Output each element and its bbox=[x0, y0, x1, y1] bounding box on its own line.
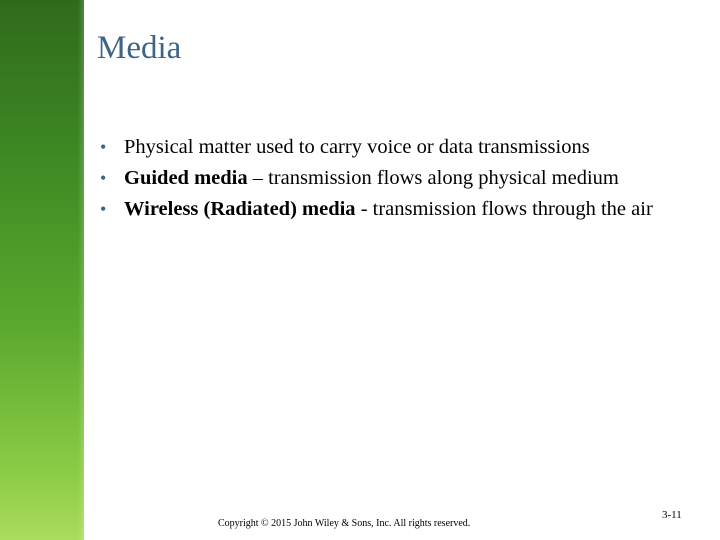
bullet-text: - transmission flows through the air bbox=[355, 198, 653, 220]
bullet-text: Physical matter used to carry voice or data transmissions bbox=[124, 136, 590, 158]
slide-number: 3-11 bbox=[662, 509, 682, 521]
bullet-term: Guided media bbox=[124, 167, 248, 189]
bullet-item bbox=[100, 132, 690, 163]
bullet-icon: • bbox=[100, 168, 107, 188]
bullet-item bbox=[100, 163, 690, 194]
bullet-icon: • bbox=[100, 199, 107, 219]
copyright-footer: Copyright © 2015 John Wiley & Sons, Inc. All rights reserved. bbox=[218, 518, 471, 529]
bullet-item bbox=[100, 194, 690, 225]
bullet-text: – transmission flows along physical medium bbox=[247, 167, 619, 189]
bullet-list bbox=[100, 132, 690, 225]
bullet-icon: • bbox=[100, 137, 107, 157]
slide-title: Media bbox=[97, 30, 182, 66]
decorative-sidebar bbox=[0, 0, 84, 540]
bullet-term: Wireless (Radiated) media bbox=[124, 198, 356, 220]
